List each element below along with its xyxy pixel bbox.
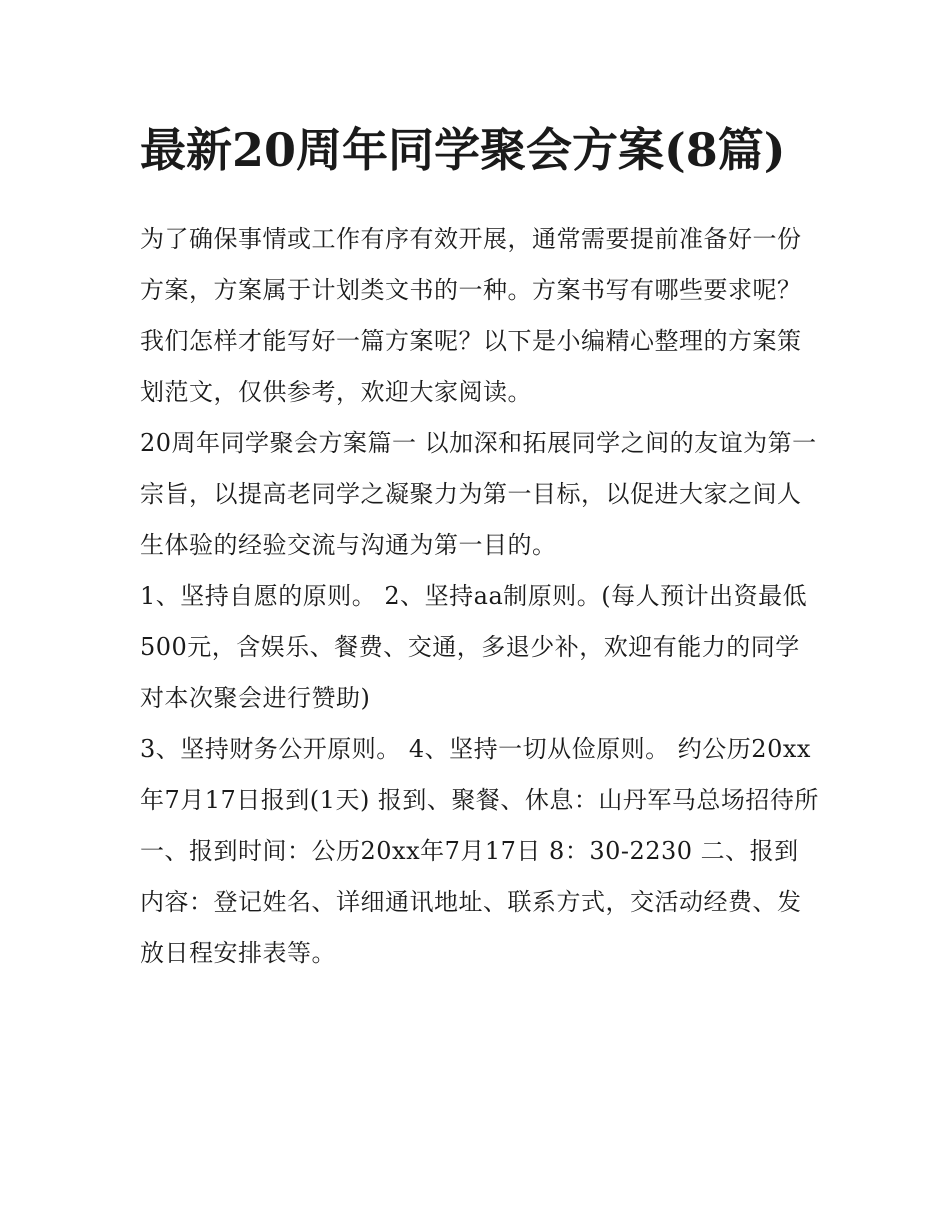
document-page (140, 112, 820, 979)
document-title: 最新20周年同学聚会方案(8篇) (140, 123, 786, 177)
intro-paragraph: 为了确保事情或工作有序有效开展，通常需要提前准备好一份方案，方案属于计划类文书的一种。方案书写有哪些要求呢？我们怎样才能写好一篇方案呢？以下是小编精心整理的方案策划范文，仅供参考，欢迎大家阅读。 (140, 225, 802, 406)
purpose-paragraph: 20周年同学聚会方案篇一 以加深和拓展同学之间的友谊为第一宗旨，以提高老同学之凝聚力为第一目标，以促进大家之间人生体验的经验交流与沟通为第一目的。 (140, 429, 817, 559)
principles-paragraph-1: 1、坚持自愿的原则。 2、坚持aa制原则。(每人预计出资最低500元，含娱乐、餐费、交通，多退少补，欢迎有能力的同学对本次聚会进行赞助) (140, 582, 808, 712)
registration-paragraph: 一、报到时间：公历20xx年7月17日 8：30-2230 二、报到内容：登记姓名、详细通讯地址、联系方式，交活动经费、发放日程安排表等。 (140, 837, 802, 967)
principles-paragraph-2: 3、坚持财务公开原则。 4、坚持一切从俭原则。 约公历20xx年7月17日报到(1天) 报到、聚餐、休息：山丹军马总场招待所 (140, 735, 819, 814)
